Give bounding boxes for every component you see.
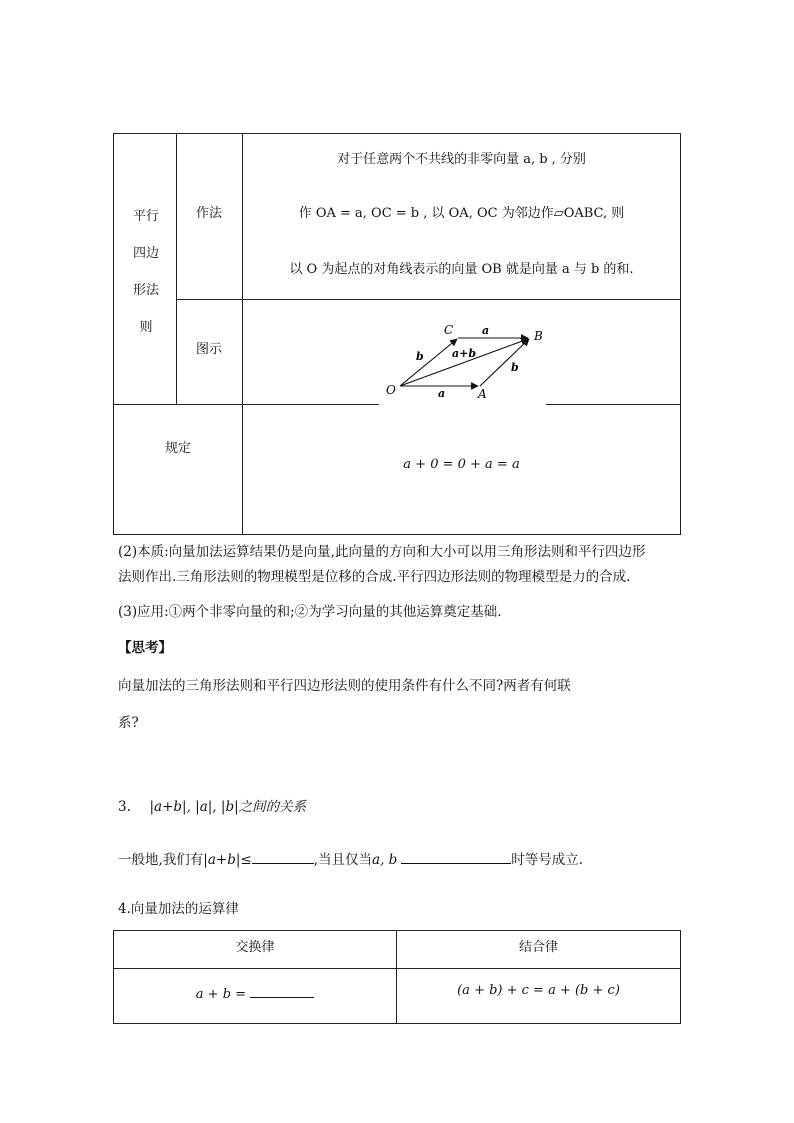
generally-prefix: 一般地,我们有 — [118, 852, 204, 868]
section-3-number: 3. — [118, 799, 131, 815]
generally-vars: a, b — [372, 852, 398, 868]
blank-input-1[interactable] — [252, 849, 314, 864]
row-label-line: 形法 — [132, 283, 159, 298]
method-line-3: 以 O 为起点的对角线表示的向量 OB 就是向量 a 与 b 的和. — [289, 262, 634, 277]
method-label: 作法 — [196, 206, 223, 221]
paragraph-application: (3)应用:①两个非零向量的和;②为学习向量的其他运算奠定基础. — [118, 604, 502, 620]
paragraph-essence-2: 法则作出.三角形法则的物理模型是位移的合成.平行四边形法则的物理模型是力的合成. — [118, 569, 631, 585]
blank-input-3[interactable] — [250, 983, 314, 998]
commutative-formula: a + b = — [195, 987, 247, 1002]
method-line-1: 对于任意两个不共线的非零向量 a, b , 分别 — [337, 152, 586, 167]
think-question-1: 向量加法的三角形法则和平行四边形法则的使用条件有什么不同?两者有何联 — [118, 678, 571, 694]
header-commutative: 交换律 — [235, 940, 275, 955]
row-label-line: 平行 — [132, 209, 159, 224]
label-c: C — [444, 323, 454, 337]
row-label-line: 四边 — [132, 246, 159, 261]
edge-label-top: a — [482, 324, 490, 337]
associative-formula: (a + b) + c = a + (b + c) — [457, 983, 620, 998]
figure-label: 图示 — [196, 342, 223, 357]
diagonal-label: a+b — [452, 347, 477, 360]
blank-input-2[interactable] — [401, 849, 511, 864]
section-4-title: 4.向量加法的运算律 — [118, 901, 239, 917]
header-associative: 结合律 — [518, 940, 558, 955]
row-label-line: 则 — [139, 320, 153, 335]
edge-ab — [480, 339, 529, 386]
generally-middle: ,当且仅当 — [313, 852, 373, 868]
parallelogram-figure — [378, 318, 550, 408]
label-o: O — [386, 383, 396, 397]
section-3-text: |a+b|, |a|, |b|之间的关系 — [149, 799, 307, 815]
rule-formula: a + 0 = 0 + a = a — [403, 457, 520, 472]
generally-suffix: 时等号成立. — [511, 852, 584, 868]
label-a: A — [478, 387, 487, 401]
think-heading: 【思考】 — [118, 640, 172, 656]
generally-line — [118, 848, 583, 868]
edge-label-right: b — [511, 361, 519, 374]
leq-sign: ≤ — [240, 852, 252, 868]
think-question-2: 系? — [118, 715, 139, 731]
paragraph-essence-1: (2)本质:向量加法运算结果仍是向量,此向量的方向和大小可以用三角形法则和平行四边形 — [118, 544, 646, 560]
rule-label: 规定 — [165, 441, 192, 456]
section-3-heading — [118, 795, 306, 815]
generally-expr: |a+b| — [203, 852, 241, 868]
commutative-cell — [114, 983, 396, 1002]
row-label-parallelogram-rule — [126, 198, 166, 346]
method-line-2: 作 OA = a, OC = b , 以 OA, OC 为邻边作▱OABC, 则 — [298, 206, 625, 221]
edge-label-bottom: a — [438, 387, 446, 400]
label-b: B — [534, 329, 543, 343]
edge-oc — [400, 339, 457, 386]
edge-label-left: b — [416, 350, 424, 363]
